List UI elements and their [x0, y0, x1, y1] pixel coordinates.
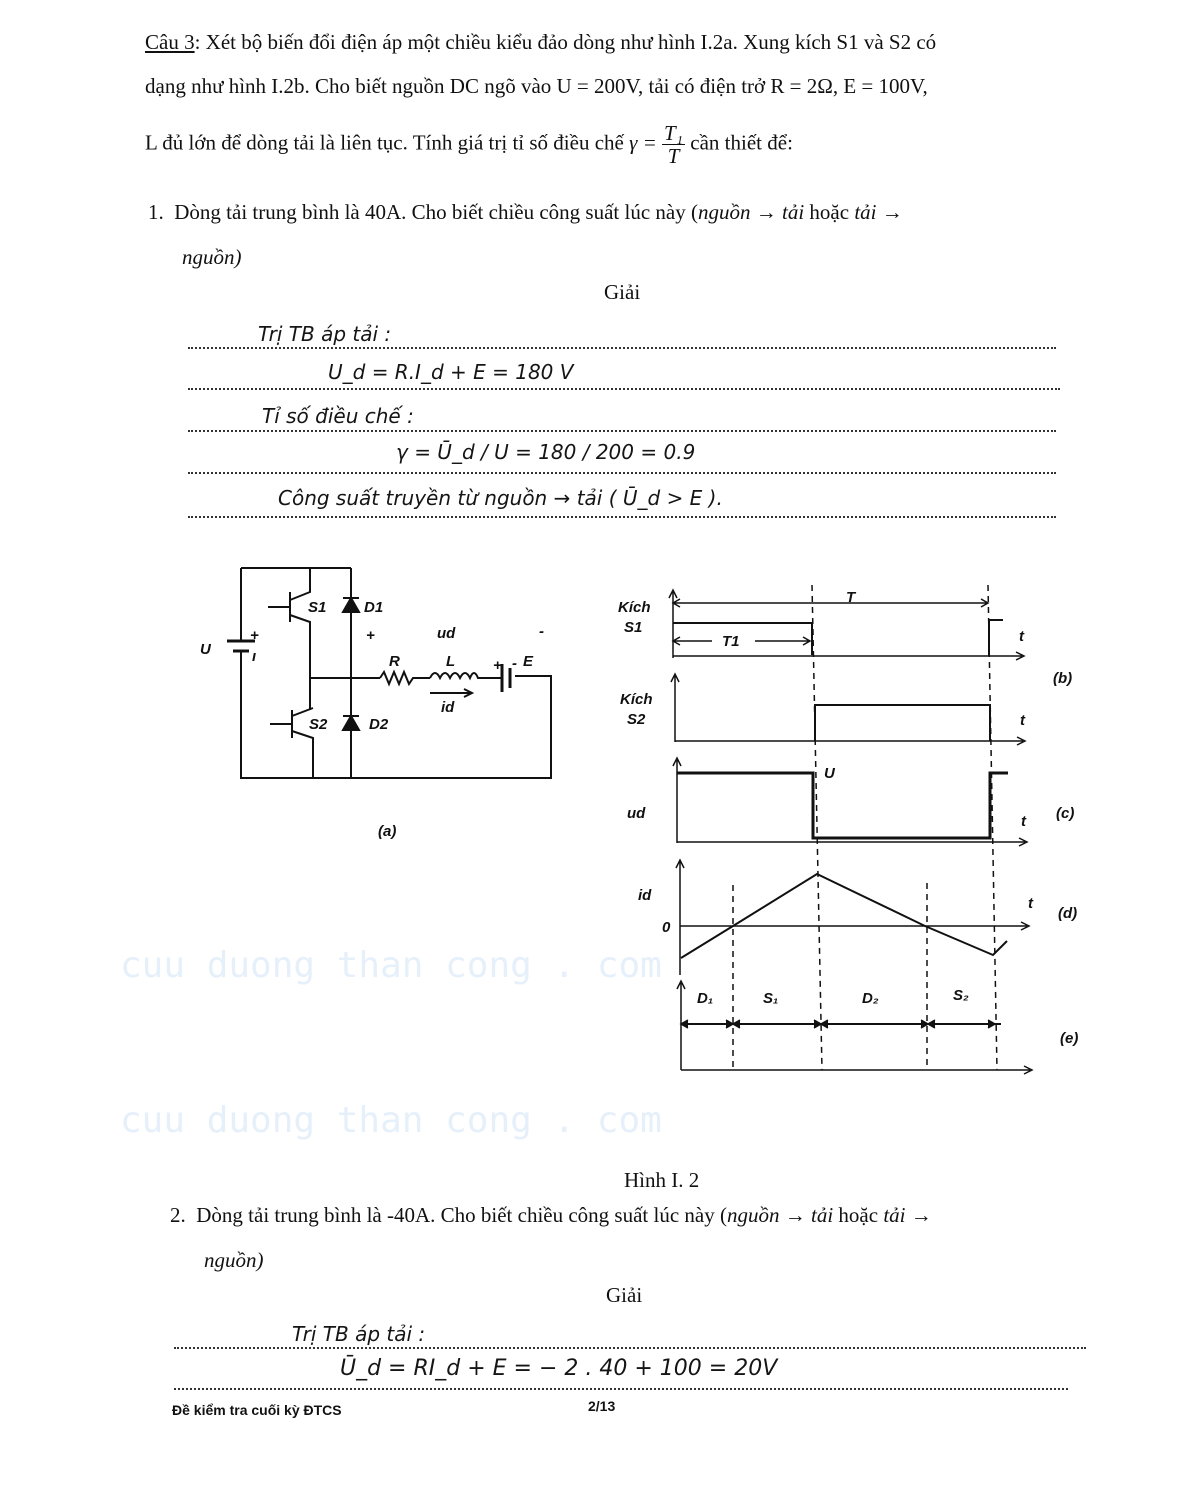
fraction-denominator: T — [667, 144, 680, 169]
handwritten-answer: Trị TB áp tải : — [258, 322, 392, 346]
label-id: id — [441, 699, 455, 716]
caption-d: (d) — [1058, 905, 1078, 922]
label-U: U — [200, 641, 211, 658]
label-t: t — [1020, 712, 1025, 729]
fraction-numerator: T₁ — [664, 121, 684, 145]
label-S2: S2 — [309, 716, 328, 733]
solution-heading: Giải — [604, 280, 641, 304]
question-text: : Xét bộ biến đổi điện áp một chiều kiểu đảo dòng như hình I.2a. Xung kích S1 và S2 có — [194, 30, 937, 54]
handwritten-answer: γ = Ū_d / U = 180 / 200 = 0.9 — [396, 440, 696, 464]
label-D1: D1 — [364, 599, 384, 616]
part-number: 2. — [170, 1203, 186, 1227]
question-line-2: dạng như hình I.2b. Cho biết nguồn DC ngõ vào U = 200V, tải có điện trở R = 2Ω, E = 100V, — [145, 74, 928, 98]
interval-S2: S₂ — [953, 987, 969, 1004]
label-E-minus: - — [512, 655, 517, 672]
label-L: L — [446, 653, 456, 670]
figure-caption: Hình I. 2 — [624, 1168, 700, 1192]
label-ud: ud — [627, 805, 646, 822]
part-number: 1. — [148, 200, 164, 224]
label-minus: ı — [252, 648, 257, 665]
current-arrow-icon — [430, 689, 472, 697]
caption-a: (a) — [378, 823, 397, 840]
option-source-to-load: nguồn → tải — [697, 200, 805, 224]
footer-title: Đề kiểm tra cuối kỳ ĐTCS — [172, 1402, 342, 1418]
waveform-ud — [677, 773, 1008, 838]
axis-S2 — [671, 674, 1025, 745]
diode-D2-icon — [343, 716, 359, 730]
arrow-T — [673, 599, 988, 607]
part-text: Dòng tải trung bình là 40A. Cho biết chiều công suất lúc này ( — [174, 200, 698, 224]
handwritten-answer: Ū_d = RI_d + E = − 2 . 40 + 100 = 20V — [340, 1356, 778, 1381]
option-source-to-load: nguồn → tải — [726, 1203, 834, 1227]
label-s2: S2 — [627, 711, 646, 728]
label-plus: + — [250, 627, 259, 644]
interval-D1: D₁ — [697, 990, 714, 1007]
label-kich-s1: Kích — [618, 599, 651, 616]
label-s1: S1 — [624, 619, 643, 636]
interval-S1: S₁ — [763, 990, 779, 1007]
option-load-to-source: tải → — [854, 200, 903, 224]
circuit-diagram — [227, 568, 551, 778]
waveform-id — [681, 874, 1007, 958]
part-text: Dòng tải trung bình là -40A. Cho biết chiều công suất lúc này ( — [196, 1203, 727, 1227]
option-load-to-source: tải → — [883, 1203, 932, 1227]
waveform-diagram — [669, 585, 1032, 1074]
label-kich-s2: Kích — [620, 691, 653, 708]
handwritten-answer: Công suất truyền từ nguồn → tải ( Ū_d > E ). — [278, 486, 723, 510]
part2-line-1 — [170, 1203, 932, 1228]
transistor-S2-icon — [270, 708, 313, 778]
label-E: E — [523, 653, 534, 670]
part1-line-2: nguồn) — [182, 245, 242, 269]
battery-E-icon — [502, 664, 510, 692]
waveform-labels — [618, 589, 1078, 1047]
caption-c: (c) — [1056, 805, 1075, 822]
or-text: hoặc — [833, 1203, 884, 1227]
part2-line-2: nguồn) — [204, 1248, 264, 1272]
label-id: id — [638, 887, 652, 904]
label-t: t — [1028, 895, 1033, 912]
handwritten-answer: Tỉ số điều chế : — [262, 404, 414, 428]
page-number: 2/13 — [588, 1398, 616, 1414]
interval-D2: D₂ — [862, 990, 879, 1007]
resistor-R-icon — [380, 672, 430, 684]
or-text: hoặc — [804, 200, 855, 224]
label-S1: S1 — [308, 599, 327, 616]
watermark: cuu duong than cong . com — [120, 1100, 662, 1141]
axis-e — [677, 981, 1032, 1074]
caption-e: (e) — [1060, 1030, 1079, 1047]
inductor-L-icon — [430, 673, 502, 678]
axis-ud — [673, 758, 1027, 846]
pulse-S2 — [815, 705, 990, 741]
question-text: cần thiết để: — [690, 130, 793, 155]
label-R: R — [389, 653, 400, 670]
circuit-wires — [241, 568, 551, 778]
label-zero: 0 — [662, 919, 671, 936]
handwritten-answer: U_d = R.I_d + E = 180 V — [328, 360, 574, 384]
handwritten-answer: Trị TB áp tải : — [292, 1322, 426, 1346]
watermark: cuu duong than cong . com — [120, 945, 662, 986]
caption-b: (b) — [1053, 670, 1073, 687]
answer-line — [174, 1388, 1068, 1390]
solution-heading: Giải — [606, 1283, 643, 1307]
label-D2: D2 — [369, 716, 389, 733]
answer-line — [174, 1347, 1086, 1349]
question-label: Câu 3 — [145, 30, 195, 54]
axis-id — [676, 860, 1029, 975]
question-text: L đủ lớn để dòng tải là liên tục. Tính giá trị tỉ số điều chế — [145, 130, 624, 155]
label-E-plus: + — [493, 657, 502, 674]
label-T1: T1 — [722, 633, 740, 650]
label-T: T — [846, 589, 856, 606]
label-U: U — [824, 765, 835, 782]
gamma-symbol: γ = — [629, 130, 657, 155]
label-ud-plus: + — [366, 627, 375, 644]
arrow-T1 — [673, 637, 810, 645]
label-t: t — [1021, 813, 1026, 830]
label-ud: ud — [437, 625, 456, 642]
label-ud-minus: - — [539, 623, 544, 640]
circuit-labels — [200, 599, 544, 840]
label-t: t — [1019, 628, 1024, 645]
transistor-S1-icon — [268, 568, 310, 710]
diode-D1-icon — [343, 598, 359, 612]
